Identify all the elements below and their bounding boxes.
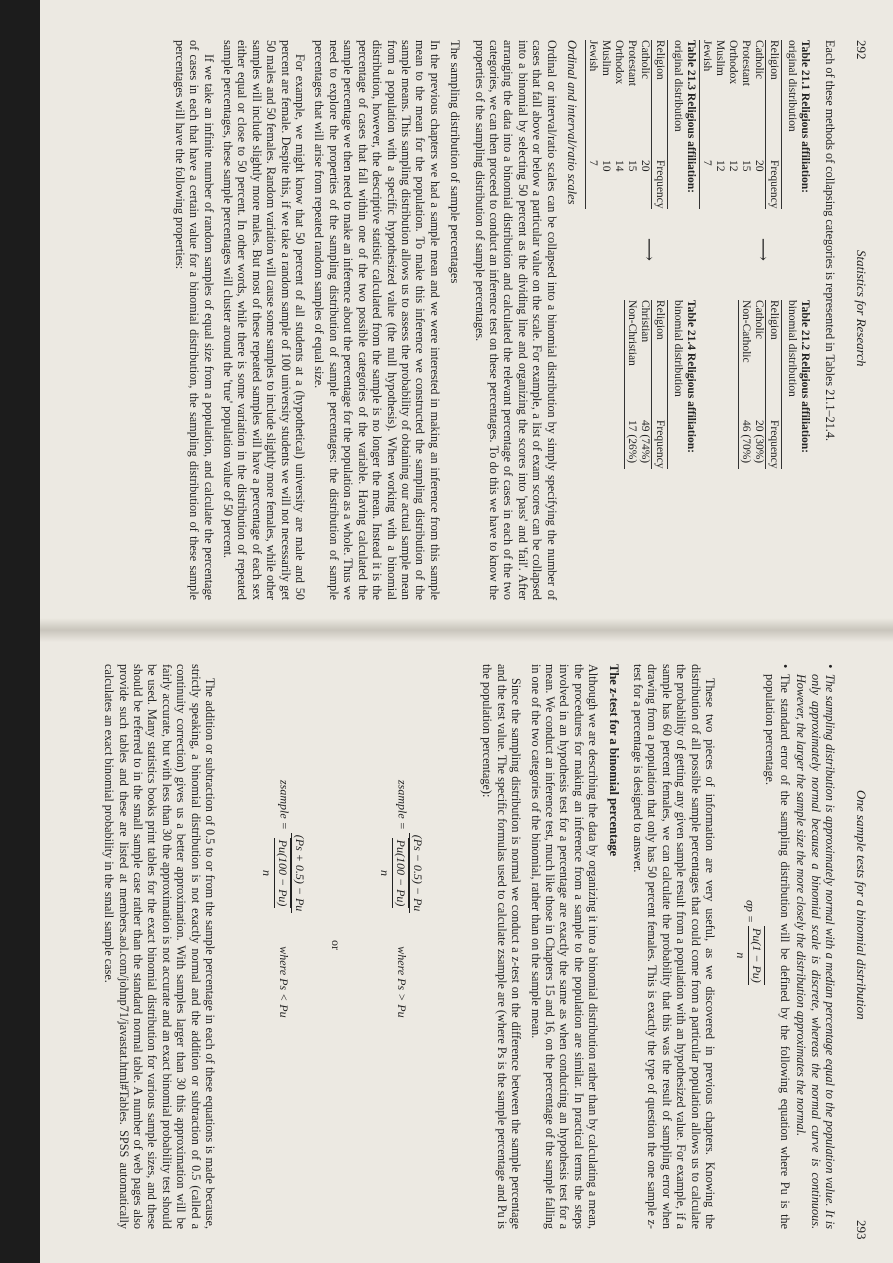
paragraph: If we take an infinite number of random samples of equal size from a population, and calculate the percentage of cases in each that have a certain value for a binomial distribution, the sampling distribution of these sample percentages will have the following properties:: [172, 40, 216, 600]
table-row: [713, 40, 726, 209]
book-spread-scan: [40, 0, 893, 1263]
eq-numerator: (Ps + 0.5) − Pu: [293, 834, 307, 912]
table-row: [752, 40, 766, 209]
eq-lhs: zsample =: [277, 780, 292, 830]
eq-condition: where Ps < Pu: [277, 946, 292, 1018]
eq-denominator: n: [734, 952, 748, 959]
paragraph: Although we are describing the data by organizing it into a binomial distribution rather than by calculating a mean, the procedures for making an inference from a sample to the population are similar. In practical terms the steps involved in an hypothesis test for a percentage are exactly the same as when conducting an hypothesis test for a mean. We conduct an inference test, much like those in Chapters 15 and 16, on the percentage of the sample falling in one of the two categories of the binomial, rather than on the sample mean.: [528, 664, 601, 1229]
table-subtitle: binomial distribution: [786, 300, 798, 397]
col-header: Religion: [766, 40, 782, 160]
cell: 12: [727, 160, 739, 172]
cell: Orthodox: [727, 40, 739, 85]
intro-text: [818, 40, 837, 600]
col-header: Religion: [652, 40, 668, 160]
left-body: [167, 40, 589, 600]
eq-fraction: [733, 926, 765, 985]
cell: 46 (70%): [739, 420, 753, 469]
cell: 12: [714, 160, 726, 172]
table-row: [726, 40, 739, 209]
cell: Protestant: [626, 40, 638, 86]
eq-inner-den: n: [378, 870, 392, 877]
z-equation-2: [259, 780, 307, 1018]
cell: 17 (26%): [625, 420, 639, 469]
eq-inner-fraction: [259, 838, 291, 909]
cell: 49 (74%): [639, 420, 651, 464]
cell: 15: [740, 160, 752, 172]
col-header: Frequency: [766, 160, 782, 209]
cell: Muslim: [600, 40, 612, 76]
cell: 20: [753, 160, 765, 172]
bullet-item: • The sampling distribution is approximately normal with a median percentage equal to the population value. It is only approximately normal because a binomial scale is discrete, whereas the normal curve is continuous. However, the larger the sample size the more closely the distribution approximates the normal.: [794, 664, 837, 1229]
cell: 7: [586, 160, 600, 209]
section-heading: Ordinal and interval/ratio scales: [565, 40, 579, 205]
table-title: Table 21.4 Religious affiliation:: [685, 300, 697, 453]
cell: Muslim: [714, 40, 726, 76]
table-row: [612, 40, 625, 209]
right-arrow-icon: ⟶: [640, 238, 657, 261]
eq-lhs: zsample =: [395, 780, 410, 830]
page-number: 292: [854, 40, 869, 60]
paragraph: For example, we might know that 50 percent of all students at a (hypothetical) university are male and 50 percent are female. Despite this, if we take a random sample of 100 university students we will not necessarily get 50 males and 50 females. Random variation will cause some samples to include slightly more females, while other samples will include slightly more males. But most of these repeated samples will have a percentage of each sex either equal or close to 50 percent. In other words, while there is some variation in the distribution of repeated sample percentages, these sample percentages will cluster around the 'true' population value of 50 percent.: [221, 40, 308, 600]
paragraph: In the previous chapters we had a sample mean and we were interested in making an inference from this sample mean to the mean for the population. To make this inference we constructed the sampling distribution of the sample means. This sampling distribution allows us to assess the probability of obtaining our actual sample mean from a population with a specific hypothesized value (the null hypothesis). When working with a binomial distribution, however, the descriptive statistic calculated from the sample is no longer the mean. Instead it is the percentage of cases that fall within one of the two possible categories of the variable. Having calculated the sample percentage we then need to make an inference about the percentage for the population as a whole. Thus we need to explore the properties of the sampling distribution of sample percentages: the distribution of sample percentages that will arise from repeated random samples of equal size.: [312, 40, 442, 600]
table-subtitle: original distribution: [786, 40, 798, 132]
cell: Non-Christian: [625, 300, 639, 420]
table-row: [625, 40, 638, 209]
cell: Orthodox: [613, 40, 625, 85]
z-equation-1: [377, 780, 425, 1018]
eq-fraction: [259, 833, 307, 914]
eq-denominator: [377, 833, 409, 914]
paragraph: Ordinal or interval/ratio scales can be collapsed into a binomial distribution by simply specifying the number of cases that fall above or below a particular value on the scale. For example, a list of exam scores can be collapsed into a binomial by selecting 50 percent as the dividing line and organizing the scores into 'pass' and 'fail'. After arranging the data into a binomial distribution and calculated the relevant percentage of cases in each of the two categories, we can then proceed to conduct an inference test on these percentages. To do this we have to know the properties of the sampling distribution of sample percentages.: [472, 40, 559, 600]
page-number: 293: [854, 1220, 869, 1240]
cell: Jewish: [700, 40, 714, 160]
eq-or: or: [329, 940, 343, 950]
cell: Protestant: [740, 40, 752, 86]
eq-condition: where Ps > Pu: [395, 946, 410, 1018]
book-gutter: [40, 618, 893, 642]
table-subtitle: original distribution: [672, 40, 684, 132]
table-title: Table 21.1 Religious affiliation:: [799, 40, 811, 193]
table-row: [625, 300, 639, 469]
table-row: [599, 40, 612, 209]
cell: Catholic: [639, 40, 651, 79]
cell: Jewish: [586, 40, 600, 160]
cell: Catholic: [753, 40, 765, 79]
col-header: Religion: [652, 300, 668, 420]
right-body-top: [475, 664, 717, 1229]
eq-fraction: [377, 833, 425, 914]
cell: 20: [639, 160, 651, 172]
table-21-1: [699, 40, 811, 220]
cell: 10: [600, 160, 612, 172]
bullet-item: • The standard error of the sampling distribution will be defined by the following equation where Pu is the population percentage.: [763, 664, 792, 1229]
eq-lhs: σp =: [743, 900, 758, 924]
cell: 14: [613, 160, 625, 172]
table-row: [739, 300, 753, 469]
table-21-3: [585, 40, 697, 220]
paragraph: These two pieces of information are very useful, as we discovered in previous chapters. Knowing the distribution of all possible sample percentages that could come from a particular population allows us to calculate the probability of getting any given sample result from a population with an hypothesized value. For example, if a sample has 60 percent females, we can calculate the probability that this was the result of sampling error when drawing from a population that only has 50 percent females. This is exactly the type of question the one sample z-test for a percentage is designed to answer.: [630, 664, 717, 1229]
standard-error-equation: [733, 900, 765, 985]
col-header: Frequency: [652, 160, 668, 209]
table-row: [638, 40, 652, 209]
table-row: [752, 300, 766, 469]
eq-denominator: [259, 833, 291, 914]
col-header: Religion: [766, 300, 782, 420]
eq-numerator: (Ps − 0.5) − Pu: [411, 834, 425, 912]
bullet-block: [761, 664, 837, 1229]
rotated-spread: [40, 0, 893, 1263]
table-row: [700, 40, 714, 209]
intro-paragraph: Each of these methods of collapsing categories is represented in Tables 21.1–21.4.: [823, 40, 837, 441]
page-292: [40, 0, 893, 620]
cell: 20 (30%): [753, 420, 765, 464]
table-21-4: [624, 300, 697, 500]
table-subtitle: binomial distribution: [672, 300, 684, 397]
cell: 7: [700, 160, 714, 209]
col-header: Frequency: [652, 420, 668, 469]
running-head: Statistics for Research: [854, 250, 869, 367]
eq-numerator: Pu(1 − Pu): [750, 928, 764, 983]
cell: 15: [626, 160, 638, 172]
eq-inner-num: Pu(100 − Pu): [276, 839, 290, 907]
eq-inner-fraction: [377, 838, 409, 909]
right-arrow-icon: ⟶: [754, 238, 771, 261]
page-293: [40, 640, 893, 1263]
table-title: Table 21.3 Religious affiliation:: [685, 40, 697, 193]
col-header: Frequency: [766, 420, 782, 469]
table-row: [739, 40, 752, 209]
table-title: Table 21.2 Religious affiliation:: [799, 300, 811, 453]
paragraph: Since the sampling distribution is normal we conduct a z-test on the difference between the sample percentage and the test value. The specific formulas used to calculate zsample are (where Ps is the sample percentage and Pu is the population percentage):: [480, 664, 524, 1229]
table-21-2: [738, 300, 811, 500]
paragraph: The addition or subtraction of 0.5 to or from the sample percentage in each of these equations is made because, strictly speaking, a binomial distribution is not exactly normal and the addition or subtraction of 0.5 (called a continuity correction) gives us a better approximation. With samples larger than 30 this approximation will be fairly accurate, but with less than 30 the approximation is not accurate and an exact binomial probability test should be used. Many statistics books print tables for the exact binomial distribution for various sample sizes, and these should be referred to in the small sample case rather than the standard normal table. A number of web pages also provide such tables and these are listed at members.aol.com/johnp71/javastat.html#Tables. SPSS automatically calculates an exact binomial probability in the small sample case.: [102, 664, 217, 1229]
eq-inner-den: n: [260, 870, 274, 877]
table-row: [638, 300, 652, 469]
running-head: One sample tests for a binomial distribution: [854, 790, 869, 1020]
cell: Christian: [639, 300, 651, 343]
cell: Catholic: [753, 300, 765, 339]
eq-inner-num: Pu(100 − Pu): [394, 839, 408, 907]
section-heading: The z-test for a binomial percentage: [606, 664, 621, 857]
right-body-bottom: [97, 664, 217, 1229]
section-heading: The sampling distribution of sample percentages: [448, 40, 463, 284]
cell: Non-Catholic: [739, 300, 753, 420]
